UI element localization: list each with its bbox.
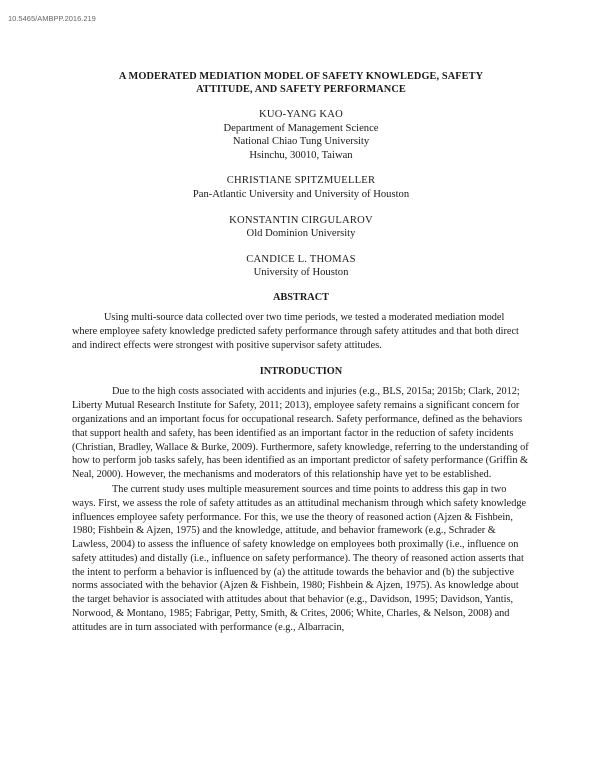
author-name: KUO-YANG KAO bbox=[259, 109, 343, 120]
author-name: CANDICE L. THOMAS bbox=[246, 253, 356, 265]
author-name: KONSTANTIN CIRGULAROV bbox=[229, 214, 373, 226]
author-name: CHRISTIANE SPITZMUELLER bbox=[226, 175, 376, 187]
author-affiliation: Department of Management Science bbox=[223, 122, 379, 134]
author-block bbox=[72, 214, 530, 241]
author-block bbox=[72, 174, 530, 201]
author-affiliation: National Chiao Tung University bbox=[232, 136, 370, 148]
intro-paragraph-2: The current study uses multiple measurement sources and time points to address this gap in two ways. First, we assess the role of safety attitudes as an attitudinal mechanism through which safety knowledge influences employee safety performance. For this, we use the theory of reasoned action (Ajzen & Fishbein, 1980; Fishbein & Ajzen, 1975) and the knowledge, attitude, and behavior framework (e.g., Schrader & Lawless, 2004) to assess the influence of safety knowledge on employees both proximally (i.e., influence on safety attitudes) and distally (i.e., influence on safety performance). The theory of reasoned action asserts that the intent to perform a behavior is influenced by (a) the attitude towards the behavior and (b) the subjective norms associated with the behavior (Ajzen & Fishbein, 1980; Fishbein & Ajzen, 1975). As knowledge about the target behavior is associated with attitudes about that behavior (e.g., Davidson, 1995; Davidson, Yantis, Norwood, & Montano, 1985; Fabrigar, Petty, Smith, & Crites, 2006; White, Charles, & Nelson, 2008) and attitudes are in turn associated with performance (e.g., Albarracin, bbox=[72, 483, 527, 633]
title-line-2: ATTITUDE, AND SAFETY PERFORMANCE bbox=[196, 84, 406, 95]
paper-title bbox=[72, 70, 530, 96]
author-affiliation: Old Dominion University bbox=[246, 228, 356, 240]
title-line-1: A MODERATED MEDIATION MODEL OF SAFETY KNOWLEDGE, SAFETY bbox=[118, 71, 484, 82]
abstract-text: Using multi-source data collected over two time periods, we tested a moderated mediation model where employee safety knowledge predicted safety performance through safety attitudes and that both direct and indirect effects were strongest with positive supervisor safety attitudes. bbox=[72, 311, 519, 351]
author-list bbox=[72, 108, 530, 280]
abstract-heading: ABSTRACT bbox=[272, 291, 330, 303]
author-affiliation: Pan-Atlantic University and University of Houston bbox=[192, 188, 410, 200]
introduction-heading: INTRODUCTION bbox=[259, 366, 343, 378]
author-block bbox=[72, 253, 530, 280]
doi-label: 10.5465/AMBPP.2016.219 bbox=[8, 14, 96, 23]
author-block bbox=[72, 108, 530, 162]
paper-page bbox=[72, 70, 530, 635]
author-affiliation: University of Houston bbox=[253, 267, 349, 279]
intro-paragraph-1: Due to the high costs associated with accidents and injuries (e.g., BLS, 2015a; 2015b; Clark, 2012; Liberty Mutual Research Institute for Safety, 2011; 2013), employee safety remains a significant concern for organizations and an important focus for occupational research. Safety performance, defined as the behaviors that support health and safety, has been identified as an important factor in the reduction of safety incidents (Christian, Bradley, Wallace & Burke, 2009). Furthermore, safety knowledge, referring to the understanding of how to perform job tasks safely, has been identified as an important predictor of safety performance (Griffin & Neal, 2000). However, the mechanisms and moderators of this relationship have yet to be established. bbox=[72, 386, 529, 481]
author-affiliation: Hsinchu, 30010, Taiwan bbox=[249, 149, 353, 161]
